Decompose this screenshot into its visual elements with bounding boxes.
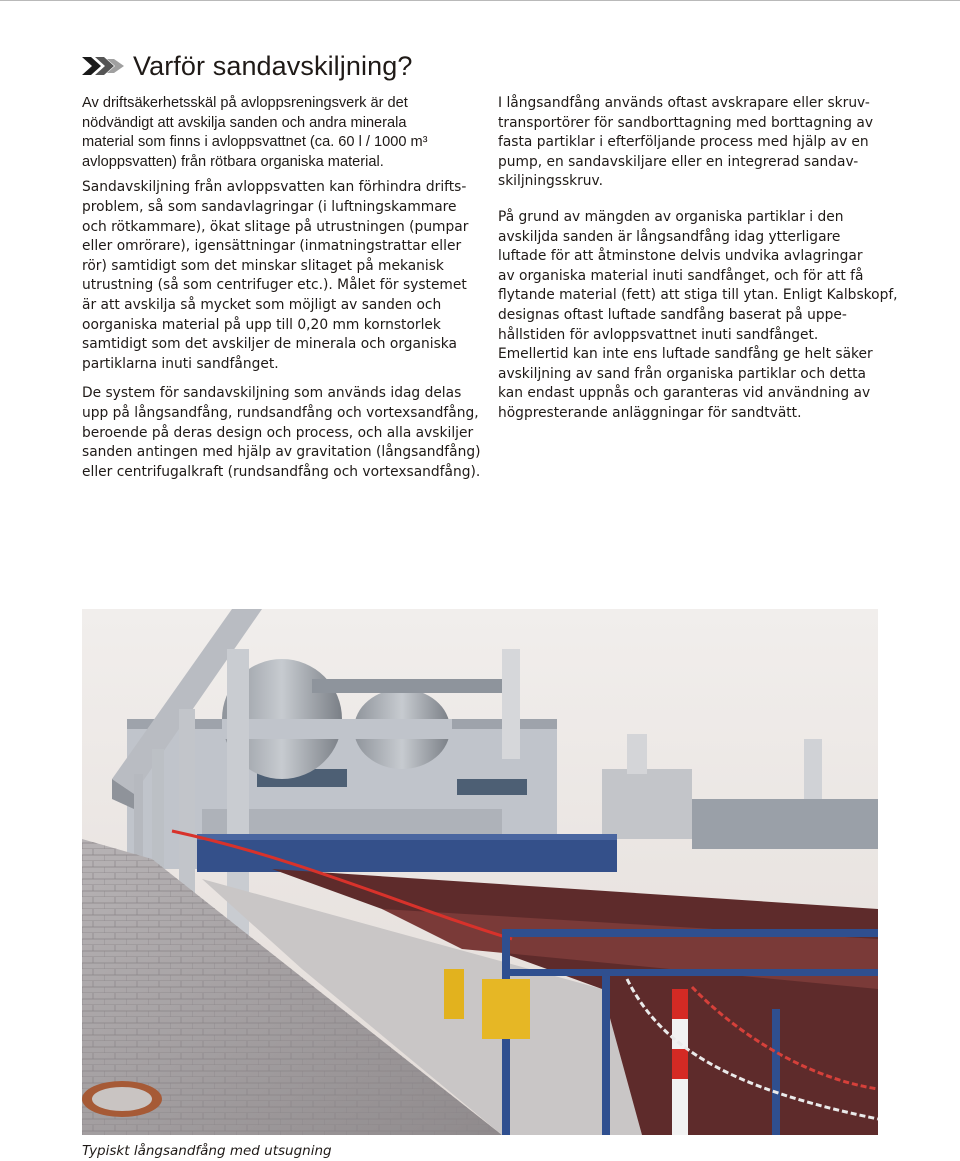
paragraph-problems: Sandavskiljning från avloppsvatten kan förhindra drifts- problem, så som sandavlagringar (i luftningskammare och rötkammare), ökat slitage på utrustningen (pumpar eller omrörare), igensättningar (inmatningstrattar eller rör) samtidigt som det minskar slitaget på mekanisk utrustning (så som centrifuger etc.). Målet för systemet är att avskilja så mycket som möjligt av sanden och oorganiska material på upp till 0,20 mm kornstorlek samtidigt som det avskiljer de minerala och organiska partiklarna inuti sandfånget. [82, 179, 469, 372]
intro-paragraph: Av driftsäkerhetsskäl på avloppsreningsverk är det nödvändigt att avskilja sanden och andra minerala material som finns i avloppsvattnet (ca. 60 l / 1000 m³ avloppsvatten) från rötbara organiska material. [82, 95, 428, 170]
grit-chamber-photo [82, 609, 878, 1135]
paragraph-aeration: På grund av mängden av organiska partiklar i den avskiljda sanden är långsandfång idag ytterligare luftade för att åtminstone delvis undvika avlagringar av organiska material inuti sandfånget, och för att få flytande material (fett) att stiga till ytan. Enligt Kalbskopf, designas oftast luftade sandfång baserat på uppe- hållstiden för avloppsvattnet inuti sandfånget. [498, 208, 898, 343]
paragraph-systems: De system för sandavskiljning som används idag delas upp på långsandfång, rundsandfång och vortexsandfång, beroende på deras design och process, och alla avskiljer sanden antingen med hjälp av gravitation (långsandfång) eller centrifugalkraft (rundsandfång och vortexsandfång). [82, 385, 481, 480]
photo-caption: Typiskt långsandfång med utsugning [82, 1143, 332, 1159]
double-chevron-icon [82, 55, 126, 77]
left-text-column [82, 94, 482, 490]
section-heading [82, 46, 412, 86]
top-rule [0, 0, 960, 1]
paragraph-sand-washing: Emellertid kan inte ens luftade sandfång ge helt säker avskiljning av sand från organiska partiklar och detta kan endast uppnås och garanteras vid användning av högpresterande anläggningar för sandtvätt. [498, 346, 873, 421]
page-title: Varför sandavskiljning? [133, 50, 413, 81]
right-text-column [498, 94, 898, 432]
paragraph-long-grit-chamber: I långsandfång används oftast avskrapare eller skruv- transportörer för sandborttagning med borttagning av fasta partiklar i efterföljande process med hjälp av en pump, en sandavskiljare eller en integrerad sandav- skiljningsskruv. [498, 95, 874, 190]
